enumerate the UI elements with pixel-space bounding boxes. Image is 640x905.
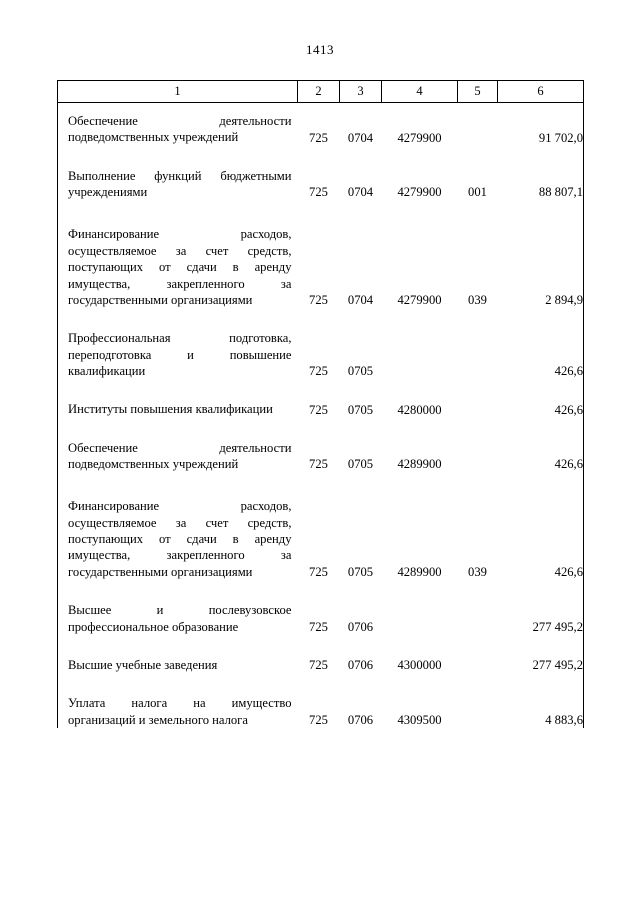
table-row-spacer	[58, 103, 584, 114]
column-header-3: 3	[340, 81, 382, 103]
row-name-text: Высшие учебные заведения	[68, 657, 218, 672]
row-name-text: Обеспечение деятельности подведомственных учреждений	[68, 114, 292, 145]
table-row	[58, 113, 584, 146]
table-row	[58, 168, 584, 201]
row-name-text: Институты повышения квалификации	[68, 402, 273, 417]
table-row-spacer	[58, 308, 584, 330]
row-name-text: Уплата налога на имущество организаций и земельного налога	[68, 696, 292, 727]
row-code-target: 4279900	[397, 293, 442, 308]
column-header-4: 4	[382, 81, 458, 103]
row-code-expense	[458, 440, 498, 473]
budget-table-element	[57, 80, 584, 728]
row-code-expense	[458, 602, 498, 635]
row-code-subsection: 0706	[347, 619, 374, 634]
table-row	[58, 657, 584, 673]
row-code-target	[382, 330, 458, 379]
row-name-text: Финансирование расходов, осуществляемое за счет средств, поступающих от сдачи в аренду имущества, закрепленного за государственными организациями	[68, 227, 292, 307]
row-name-cell	[58, 226, 298, 308]
table-row	[58, 226, 584, 308]
row-code-section: 725	[309, 364, 328, 379]
table-row	[58, 440, 584, 473]
table-row-spacer	[58, 635, 584, 657]
column-header-2: 2	[298, 81, 340, 103]
row-code-expense	[458, 113, 498, 146]
table-row	[58, 695, 584, 728]
table-header-row	[58, 81, 584, 103]
row-code-section: 725	[309, 185, 328, 200]
table-row	[58, 401, 584, 417]
row-name-cell	[58, 168, 298, 201]
column-header-1: 1	[58, 81, 298, 103]
row-code-target: 4279900	[397, 130, 442, 145]
table-row	[58, 602, 584, 635]
row-amount: 277 495,2	[498, 657, 584, 673]
row-code-expense: 001	[468, 185, 487, 200]
table-row-spacer	[58, 472, 584, 498]
row-code-subsection: 0706	[347, 658, 374, 673]
row-code-section: 725	[309, 130, 328, 145]
row-code-expense	[458, 657, 498, 673]
row-amount: 426,6	[498, 440, 584, 473]
row-name-cell	[58, 498, 298, 580]
row-code-expense: 039	[468, 565, 487, 580]
row-code-section: 725	[309, 712, 328, 727]
row-amount: 277 495,2	[498, 602, 584, 635]
row-name-text: Профессиональная подготовка, переподготовка и повышение квалификации	[68, 331, 292, 378]
row-code-section: 725	[309, 658, 328, 673]
row-amount: 88 807,1	[498, 168, 584, 201]
row-code-target: 4280000	[397, 402, 442, 417]
row-code-subsection: 0704	[347, 185, 374, 200]
row-code-target: 4289900	[397, 457, 442, 472]
row-amount: 2 894,9	[498, 226, 584, 308]
row-name-text: Выполнение функций бюджетными учреждениями	[68, 168, 292, 200]
row-code-target: 4279900	[397, 185, 442, 200]
row-code-section: 725	[309, 457, 328, 472]
row-amount: 426,6	[498, 401, 584, 417]
row-name-cell	[58, 440, 298, 473]
table-row-spacer	[58, 379, 584, 401]
row-name-cell	[58, 330, 298, 379]
row-code-expense	[458, 330, 498, 379]
row-name-cell	[58, 695, 298, 728]
row-code-subsection: 0706	[347, 712, 374, 727]
row-code-expense: 039	[468, 293, 487, 308]
budget-table	[57, 80, 583, 728]
row-code-target: 4309500	[397, 712, 442, 727]
table-row-spacer	[58, 418, 584, 440]
table-row-spacer	[58, 580, 584, 602]
row-name-text: Высшее и послевузовское профессиональное образование	[68, 603, 292, 634]
table-row-spacer	[58, 146, 584, 168]
row-code-section: 725	[309, 293, 328, 308]
row-amount: 426,6	[498, 330, 584, 379]
row-name-cell	[58, 113, 298, 146]
row-name-cell	[58, 657, 298, 673]
page-number: 1413	[306, 42, 334, 57]
row-code-target: 4300000	[397, 658, 442, 673]
row-code-expense	[458, 401, 498, 417]
row-code-subsection: 0705	[347, 457, 374, 472]
row-code-subsection: 0705	[347, 364, 374, 379]
table-row-spacer	[58, 200, 584, 226]
column-header-6: 6	[498, 81, 584, 103]
row-code-subsection: 0704	[347, 293, 374, 308]
row-code-subsection: 0705	[347, 565, 374, 580]
row-name-cell	[58, 602, 298, 635]
row-name-cell	[58, 401, 298, 417]
row-code-section: 725	[309, 619, 328, 634]
row-code-expense	[458, 695, 498, 728]
row-name-text: Обеспечение деятельности подведомственных учреждений	[68, 440, 292, 472]
row-code-target	[382, 602, 458, 635]
column-header-5: 5	[458, 81, 498, 103]
row-code-section: 725	[309, 402, 328, 417]
row-code-subsection: 0705	[347, 402, 374, 417]
row-code-target: 4289900	[397, 565, 442, 580]
table-row-spacer	[58, 673, 584, 695]
table-row	[58, 498, 584, 580]
row-code-subsection: 0704	[347, 130, 374, 145]
row-amount: 426,6	[498, 498, 584, 580]
row-amount: 4 883,6	[498, 695, 584, 728]
row-amount: 91 702,0	[498, 113, 584, 146]
row-name-text: Финансирование расходов, осуществляемое за счет средств, поступающих от сдачи в аренду имущества, закрепленного за государственными организациями	[68, 499, 292, 579]
row-code-section: 725	[309, 565, 328, 580]
table-row	[58, 330, 584, 379]
